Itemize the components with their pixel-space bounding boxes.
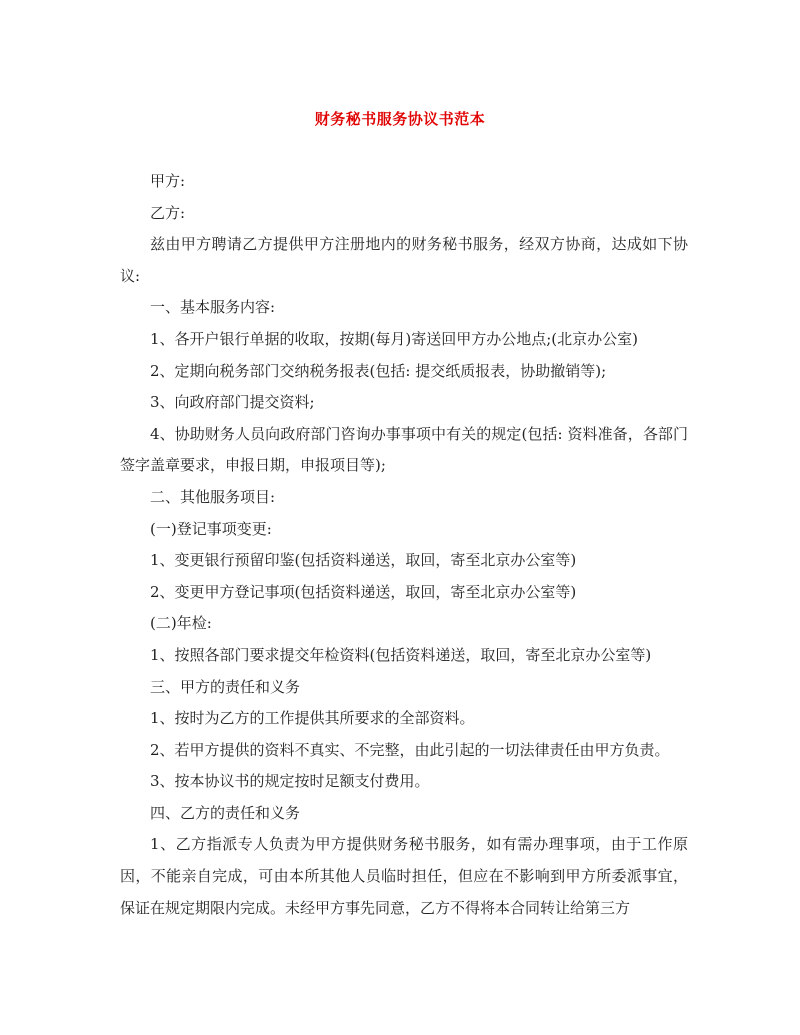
section-heading-party-a-duties: 三、甲方的责任和义务 <box>150 677 301 696</box>
paragraph-party-b: 乙方: <box>150 203 186 222</box>
paragraph-party-a-2: 2、若甲方提供的资料不真实、不完整，由此引起的一切法律责任由甲方负责。 <box>150 740 670 759</box>
paragraph-basic-3: 3、向政府部门提交资料; <box>150 393 315 412</box>
paragraph-party-b-1: 1、乙方指派专人负责为甲方提供财务秘书服务，如有需办理事项，由于工作原因，不能亲自完成，可由本所其他人员临时担任，但应在不影响到甲方所委派事宜，保证在规定期限内完成。未经甲方事先同意，乙方不得将本合同转让给第三方 <box>120 835 688 917</box>
paragraph-party-a: 甲方: <box>150 172 186 190</box>
section-heading-party-b-duties: 四、乙方的责任和义务 <box>150 803 301 822</box>
paragraph-other-1: 1、变更银行预留印鉴(包括资料递送，取回，寄至北京办公室等) <box>150 551 577 570</box>
paragraph-party-a-1: 1、按时为乙方的工作提供其所要求的全部资料。 <box>150 709 475 728</box>
document-title: 财务秘书服务协议书范本 <box>314 110 486 128</box>
subheading-registration-change: (一)登记事项变更: <box>150 519 272 538</box>
paragraph-basic-1: 1、各开户银行单据的收取，按期(每月)寄送回甲方办公地点;(北京办公室) <box>150 329 639 348</box>
paragraph-intro: 兹由甲方聘请乙方提供甲方注册地内的财务秘书服务，经双方协商，达成如下协议: <box>120 235 688 285</box>
paragraph-annual-1: 1、按照各部门要求提交年检资料(包括资料递送，取回，寄至北京办公室等) <box>150 645 652 664</box>
section-heading-other-services: 二、其他服务项目: <box>150 487 276 506</box>
section-heading-basic-services: 一、基本服务内容: <box>150 298 276 317</box>
paragraph-other-2: 2、变更甲方登记事项(包括资料递送，取回，寄至北京办公室等) <box>150 582 577 601</box>
subheading-annual-inspection: (二)年检: <box>150 614 212 633</box>
paragraph-party-a-3: 3、按本协议书的规定按时足额支付费用。 <box>150 772 430 791</box>
paragraph-basic-4: 4、协助财务人员向政府部门咨询办事事项中有关的规定(包括: 资料准备，各部门签字盖章要求，申报日期，申报项目等); <box>120 424 688 475</box>
paragraph-basic-2: 2、定期向税务部门交纳税务报表(包括: 提交纸质报表，协助撤销等); <box>150 361 607 380</box>
document-body <box>120 166 688 924</box>
